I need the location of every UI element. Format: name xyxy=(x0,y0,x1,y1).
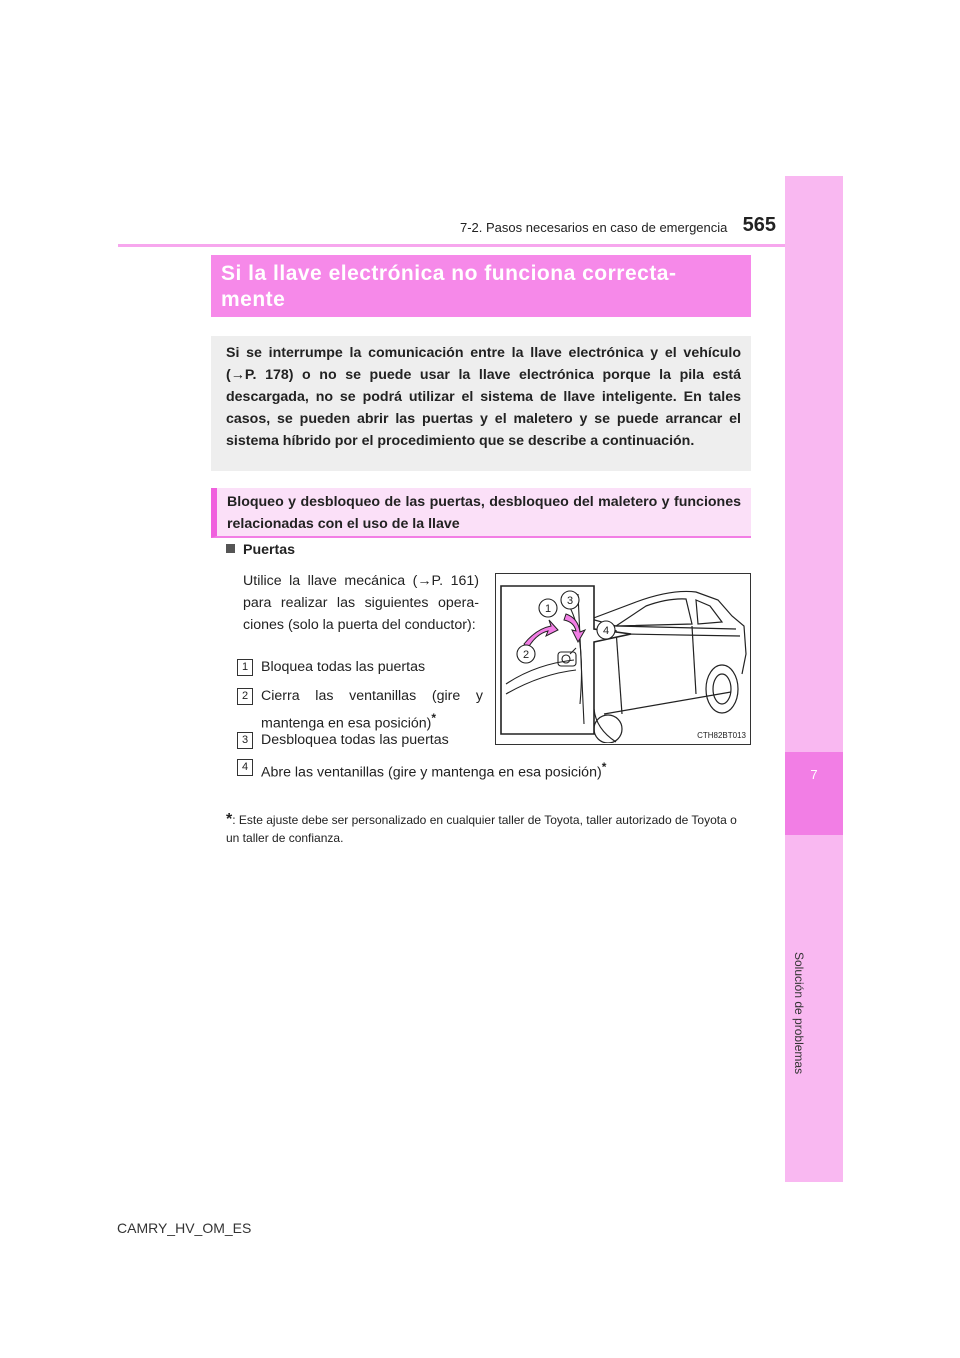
item-text-with-note xyxy=(261,685,483,735)
list-item xyxy=(237,656,483,678)
item-number: 4 xyxy=(237,759,253,776)
main-heading-line2: mente xyxy=(221,288,286,311)
callout-3: 3 xyxy=(566,595,574,607)
figure-code: CTH82BT013 xyxy=(697,731,746,740)
item-number: 1 xyxy=(237,659,253,676)
subheading-text: Bloqueo y desbloqueo de las puertas, desbloqueo del maletero y funciones relacionadas con el uso de la llave xyxy=(227,494,741,532)
main-heading xyxy=(211,255,751,317)
note-mark: * xyxy=(601,760,607,774)
main-heading-line1: Si la llave electrónica no funciona correcta- xyxy=(221,262,677,285)
item-text: Cierra las ventanillas (gire y mantenga en esa posición) xyxy=(261,688,483,732)
doors-title-text: Puertas xyxy=(243,542,296,558)
callout-4: 4 xyxy=(602,625,610,637)
item-number: 3 xyxy=(237,732,253,749)
square-bullet-icon xyxy=(226,544,235,553)
section-title: 7-2. Pasos necesarios en caso de emergencia xyxy=(460,220,728,235)
callout-2: 2 xyxy=(522,649,530,661)
footnote-text: : Este ajuste debe ser personalizado en cualquier taller de Toyota, taller autorizado de Toyota o un taller de confianza. xyxy=(226,813,737,845)
item-number: 2 xyxy=(237,688,253,705)
item-text-with-note xyxy=(261,756,757,784)
intro-text: Si se interrumpe la comunicación entre la llave electrónica y el vehículo (→P. 178) o no se puede usar la llave electrónica porque la pila está descargada, no se podrá utilizar el sistema de llave inteligente. En tales casos, se pueden abrir las puertas y el maletero y se puede arrancar el sistema híbrido por el procedimiento que se describe a continuación. xyxy=(226,345,741,449)
item-text: Bloquea todas las puertas xyxy=(261,659,426,675)
item-text: Desbloquea todas las puertas xyxy=(261,732,449,748)
doors-title xyxy=(226,542,295,558)
page-number: 565 xyxy=(742,214,776,236)
footnote-mark: * xyxy=(226,811,233,828)
main-heading-text xyxy=(221,261,741,313)
header-rule xyxy=(118,244,785,247)
note-mark: * xyxy=(431,711,437,725)
intro-box xyxy=(211,336,751,471)
doors-intro: Utilice la llave mecánica (→P. 161) para realizar las siguientes operaciones (solo la puerta del conductor): xyxy=(243,573,479,633)
list-item xyxy=(237,756,757,784)
list-item xyxy=(237,729,483,751)
callout-1: 1 xyxy=(544,603,552,615)
door-lock-illustration xyxy=(495,573,751,745)
footnote xyxy=(226,811,751,847)
item-text: Abre las ventanillas (gire y mantenga en esa posición) xyxy=(261,764,602,781)
chapter-tab xyxy=(785,752,843,835)
chapter-title: Solución de problemas xyxy=(792,952,806,1075)
document-code: CAMRY_HV_OM_ES xyxy=(117,1220,252,1236)
chapter-number: 7 xyxy=(810,767,818,782)
list-item xyxy=(237,685,483,735)
car-door-key-illustration xyxy=(496,574,749,743)
subheading xyxy=(211,488,751,538)
